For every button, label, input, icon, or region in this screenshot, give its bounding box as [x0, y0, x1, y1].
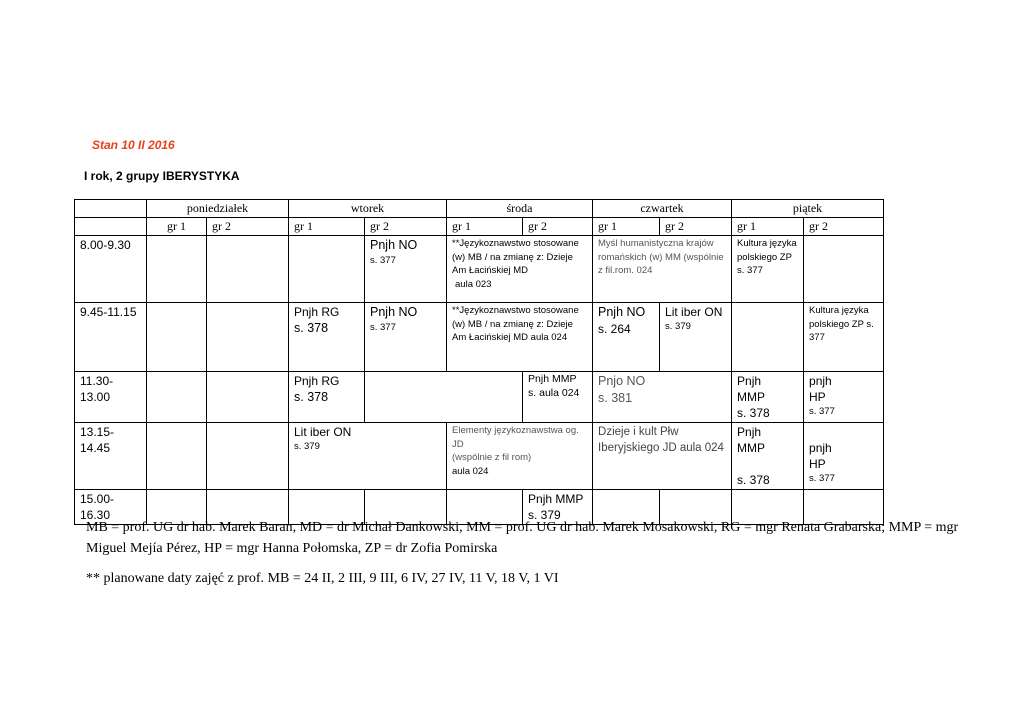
- schedule-cell: [365, 236, 447, 303]
- schedule-cell: [365, 303, 447, 372]
- planned-dates-text: ** planowane daty zajęć z prof. MB = 24 II, 2 III, 9 III, 6 IV, 27 IV, 11 V, 18 V, 1 VI: [86, 571, 559, 586]
- class-name: Pnjh: [737, 425, 762, 439]
- table-row: [75, 303, 884, 372]
- table-row: [75, 236, 884, 303]
- group-label: gr 1: [732, 218, 804, 236]
- room-label: s. 377: [370, 322, 396, 333]
- room-label: aula 023: [455, 278, 492, 290]
- room-label: aula 024: [452, 465, 489, 477]
- class-name: pnjh: [809, 441, 832, 455]
- schedule-cell: [289, 423, 447, 490]
- schedule-cell: [732, 423, 804, 490]
- schedule-cell: [804, 423, 884, 490]
- room-label: s. 378: [294, 321, 329, 335]
- time-slot: 9.45-11.15: [75, 303, 147, 372]
- schedule-cell: [732, 236, 804, 303]
- class-name: Pnjh MMP: [528, 492, 584, 506]
- teacher-label: MMP: [737, 441, 766, 455]
- day-header-row: [75, 200, 884, 218]
- class-name: Elementy językoznawstwa og.: [452, 425, 579, 436]
- schedule-table: [74, 199, 884, 525]
- table-row: [75, 423, 884, 490]
- room-label: s. 378: [737, 473, 770, 487]
- schedule-cell: [804, 303, 884, 372]
- schedule-cell: [207, 303, 289, 372]
- room-label: s. 264: [598, 322, 631, 336]
- group-label: gr 2: [523, 218, 593, 236]
- status-date: Stan 10 II 2016: [92, 138, 175, 152]
- schedule-cell: [732, 303, 804, 372]
- group-label: gr 1: [447, 218, 523, 236]
- schedule-cell: [207, 423, 289, 490]
- class-name: Pnjh: [737, 374, 762, 388]
- schedule-cell: [147, 372, 207, 423]
- class-name: Pnjh MMP: [528, 373, 577, 385]
- group-label: gr 1: [147, 218, 207, 236]
- legend-text: MB = prof. UG dr hab. Marek Baran, MD = dr Michał Dankowski, MM = prof. UG dr hab. Marek Mosakowski, RG = mgr Renata Grabarska; MMP = mgr Miguel Mejía Pérez, HP = mgr Hanna Połomska, ZP = dr Zofia Pomirska: [86, 520, 959, 556]
- schedule-cell: [147, 236, 207, 303]
- class-name: Pnjh RG: [294, 374, 340, 388]
- group-label: gr 1: [289, 218, 365, 236]
- teacher-label: MMP: [737, 390, 766, 404]
- group-label: gr 2: [365, 218, 447, 236]
- group-header-row: [75, 218, 884, 236]
- schedule-cell: [660, 303, 732, 372]
- room-label: s. 377: [809, 406, 835, 417]
- group-label: gr 2: [660, 218, 732, 236]
- schedule-cell: [593, 423, 732, 490]
- schedule-cell: [147, 303, 207, 372]
- class-name: **Językoznawstwo stosowane (w) MB / na zmianę z: Dzieje Am Łacińskiej MD aula 024: [452, 305, 579, 343]
- schedule-cell: [365, 372, 523, 423]
- schedule-cell: [447, 236, 593, 303]
- day-header-thursday: czwartek: [593, 200, 732, 218]
- day-header-tuesday: wtorek: [289, 200, 447, 218]
- group-label: gr 2: [804, 218, 884, 236]
- schedule-cell: [207, 372, 289, 423]
- class-name: Pnjh NO: [370, 238, 418, 252]
- class-name: Myśl humanistyczna krajów romańskich (w) MM (wspólnie z fil.rom. 024: [598, 238, 724, 276]
- room-label: s. 377: [809, 473, 835, 484]
- group-label: gr 2: [207, 218, 289, 236]
- schedule-cell: [593, 372, 732, 423]
- class-name: Pnjh RG: [294, 305, 340, 319]
- class-name: Lit iber ON: [665, 305, 723, 319]
- group-label: gr 1: [593, 218, 660, 236]
- class-name: **Językoznawstwo stosowane (w) MB / na zmianę z: Dzieje Am Łacińskiej MD: [452, 238, 579, 276]
- time-slot: 13.15- 14.45: [75, 423, 147, 490]
- page-subtitle: I rok, 2 grupy IBERYSTYKA: [84, 169, 240, 183]
- class-name: Pnjo NO: [598, 374, 646, 388]
- schedule-cell: [593, 236, 732, 303]
- teacher-label: JD: [452, 438, 464, 450]
- room-label: s. 377: [370, 255, 396, 266]
- schedule-cell: [447, 303, 593, 372]
- room-label: s. 378: [294, 390, 329, 404]
- room-label: s. 379: [294, 441, 320, 452]
- class-name: Pnjh NO: [598, 305, 646, 319]
- room-label: s. 381: [598, 391, 633, 405]
- schedule-cell: [289, 303, 365, 372]
- day-header-monday: poniedziałek: [147, 200, 289, 218]
- schedule-cell: [147, 423, 207, 490]
- day-header-friday: piątek: [732, 200, 884, 218]
- schedule-cell: [804, 372, 884, 423]
- class-name: Kultura języka polskiego ZP s. 377: [809, 305, 874, 343]
- schedule-cell: [289, 236, 365, 303]
- corner-cell: [75, 218, 147, 236]
- room-label: s. aula 024: [528, 386, 580, 399]
- time-slot: 11.30- 13.00: [75, 372, 147, 423]
- schedule-cell: [289, 372, 365, 423]
- corner-cell: [75, 200, 147, 218]
- schedule-cell: [804, 236, 884, 303]
- note-label: (wspólnie z fil rom): [452, 452, 532, 463]
- room-label: s. 378: [737, 406, 770, 420]
- class-name: Lit iber ON: [294, 425, 352, 439]
- room-label: s. 379: [665, 321, 691, 332]
- time-slot: 8.00-9.30: [75, 236, 147, 303]
- time-slot: 15.00- 16.30: [75, 490, 147, 525]
- teacher-label: HP: [809, 390, 826, 404]
- class-name: pnjh: [809, 374, 832, 388]
- class-name: Pnjh NO: [370, 305, 418, 319]
- schedule-cell: [732, 372, 804, 423]
- day-header-wednesday: środa: [447, 200, 593, 218]
- room-label: s. 379: [528, 508, 561, 522]
- schedule-cell: [593, 303, 660, 372]
- class-name: Kultura języka polskiego ZP s. 377: [737, 238, 797, 276]
- teacher-label: HP: [809, 457, 826, 471]
- schedule-cell: [447, 423, 593, 490]
- schedule-cell: [523, 372, 593, 423]
- schedule-cell: [207, 236, 289, 303]
- table-row: [75, 372, 884, 423]
- class-name: Dzieje i kult Płw Iberyjskiego JD aula 024: [598, 426, 724, 454]
